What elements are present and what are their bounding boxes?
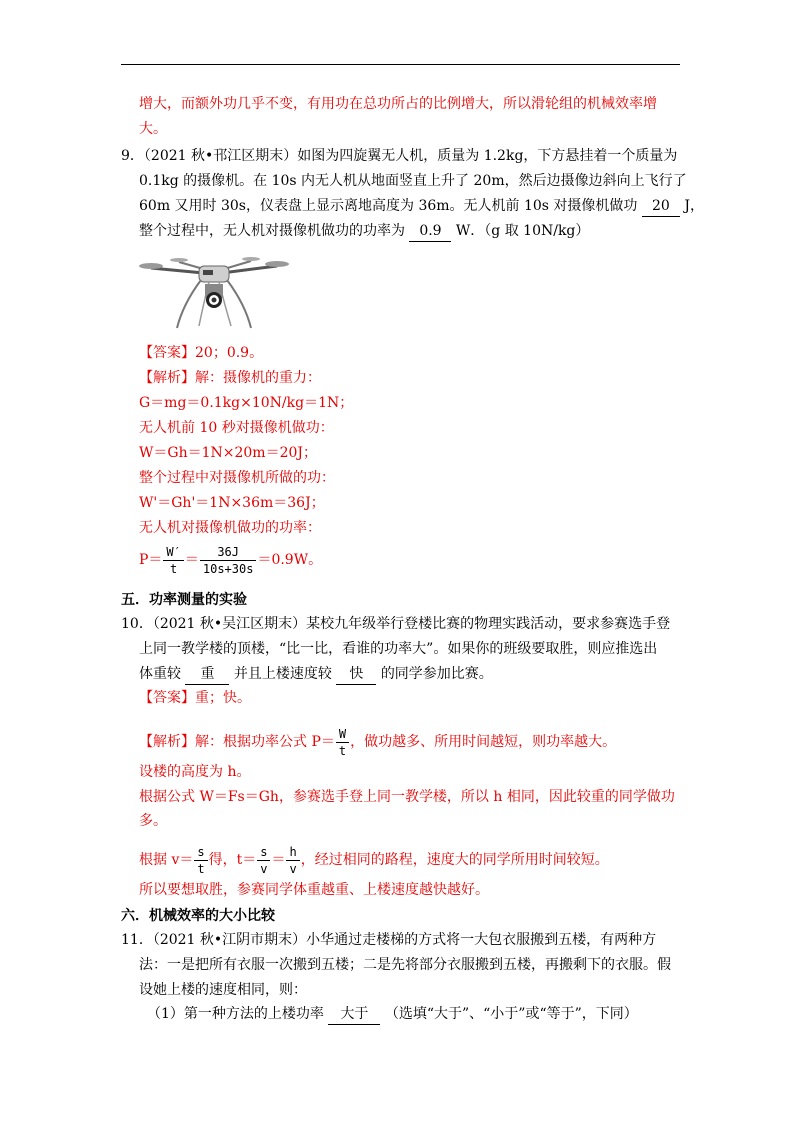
q10-analysis-1-text: 【解析】解：根据功率公式 P＝ <box>139 734 335 750</box>
q9-line-1: 9．（2021 秋•邗江区期末）如图为四旋翼无人机，质量为 1.2kg，下方悬挂着一个质量为 <box>121 148 678 164</box>
header-rule <box>121 64 680 65</box>
q9-analysis-4: W＝Gh＝1N×20m＝20J； <box>139 445 317 461</box>
section-6-title: 六．机械效率的大小比较 <box>121 908 275 924</box>
q11-line-2: 法：一是把所有衣服一次搬到五楼；二是先将部分衣服搬到五楼，再搬剩下的衣服。假 <box>139 957 671 973</box>
fraction-numerator: W′ <box>163 544 183 561</box>
q9-analysis-7: 无人机对摄像机做功的功率： <box>139 520 321 536</box>
fraction-36j-over-40s <box>200 544 257 577</box>
power-prefix: P＝ <box>139 552 163 568</box>
fraction-s-over-t <box>194 844 207 877</box>
fraction-w-over-t <box>163 544 183 577</box>
fraction-denominator: v <box>289 861 297 876</box>
fraction-numerator: s <box>257 844 270 861</box>
q9-line-4-text: 整个过程中，无人机对摄像机做功的功率为 <box>139 223 405 239</box>
q10-analysis-1-tail: ，做功越多、所用时间越短，则功率越大。 <box>350 734 617 750</box>
fraction-numerator: h <box>286 844 299 861</box>
equals-sign: ＝ <box>184 552 199 568</box>
q11-line-4-tail: （选填“大于”、“小于”或“等于”，下同） <box>384 1006 638 1022</box>
q10-line-3-mid: 并且上楼速度较 <box>233 666 332 682</box>
q9-line-4 <box>139 221 589 242</box>
q10-analysis-5 <box>139 840 609 880</box>
q9-analysis-1: 【解析】解：摄像机的重力： <box>139 370 321 386</box>
q11-blank-1: 大于 <box>328 1004 380 1025</box>
q9-line-2: 0.1kg 的摄像机。在 10s 内无人机从地面竖直上升了 20m，然后边摄像边斜向上飞行了 <box>139 173 687 189</box>
q9-power-formula <box>139 540 322 580</box>
continuation-line-1: 增大，而额外功几乎不变，有用功在总功所占的比例增大，所以滑轮组的机械效率增 <box>139 96 657 112</box>
fraction-denominator: t <box>170 561 178 576</box>
q9-line-3-unit: J， <box>684 198 704 214</box>
q9-line-4-tail: W．（g 取 10N/kg） <box>455 223 590 239</box>
q10-analysis-5-mid: 得，t＝ <box>208 852 257 868</box>
q9-analysis-3: 无人机前 10 秒对摄像机做功： <box>139 420 334 436</box>
section-5-title: 五．功率测量的实验 <box>121 592 247 608</box>
q10-analysis-4: 多。 <box>139 813 167 829</box>
fraction-h-over-v <box>286 844 299 877</box>
q11-line-4-text: （1）第一种方法的上楼功率 <box>147 1006 324 1022</box>
q9-blank-1: 20 <box>642 196 680 217</box>
q9-line-3 <box>139 196 704 217</box>
q9-analysis-6: W'＝Gh'＝1N×36m＝36J； <box>139 495 325 511</box>
q10-line-3-tail: 的同学参加比赛。 <box>380 666 493 682</box>
q10-answer: 【答案】重；快。 <box>139 690 251 706</box>
q10-blank-2: 快 <box>336 664 376 685</box>
fraction-denominator: v <box>260 861 268 876</box>
equals-sign: ＝ <box>271 852 286 868</box>
continuation-line-2: 大。 <box>139 121 167 137</box>
fraction-denominator: t <box>338 743 347 758</box>
fraction-numerator: W <box>336 726 349 743</box>
q9-answer: 【答案】20；0.9。 <box>139 345 264 361</box>
q10-line-2: 上同一教学楼的顶楼，“比一比，看谁的功率大”。如果你的班级要取胜，则应推选出 <box>139 641 658 657</box>
q10-blank-1: 重 <box>185 664 229 685</box>
q9-blank-2: 0.9 <box>409 221 451 242</box>
fraction-denominator: t <box>197 861 205 876</box>
q10-analysis-1 <box>139 722 616 762</box>
quadcopter-drone-image <box>139 252 289 334</box>
q11-line-1: 11．（2021 秋•江阴市期末）小华通过走楼梯的方式将一大包衣服搬到五楼，有两种方 <box>121 932 657 948</box>
q10-analysis-2: 设楼的高度为 h。 <box>139 764 251 780</box>
fraction-denominator: 10s+30s <box>202 561 254 576</box>
fraction-numerator: s <box>194 844 207 861</box>
q10-line-3 <box>139 664 493 685</box>
q10-analysis-5-tail: ，经过相同的路程，速度大的同学所用时间较短。 <box>300 852 609 868</box>
q10-analysis-6: 所以要想取胜，参赛同学体重越重、上楼速度越快越好。 <box>139 882 489 898</box>
q11-line-3: 设她上楼的速度相同，则： <box>139 982 307 998</box>
q11-line-4 <box>147 1004 638 1025</box>
fraction-s-over-v <box>257 844 270 877</box>
q10-analysis-3: 根据公式 W＝Fs＝Gh，参赛选手登上同一教学楼，所以 h 相同，因此较重的同学做功 <box>139 789 675 805</box>
fraction-numerator: 36J <box>200 544 257 561</box>
q10-analysis-5-text: 根据 v＝ <box>139 852 194 868</box>
q9-line-3-text: 60m 又用时 30s，仪表盘上显示离地高度为 36m。无人机前 10s 对摄像机做功 <box>139 198 638 214</box>
q9-analysis-2: G＝mg＝0.1kg×10N/kg＝1N； <box>139 395 354 411</box>
q10-line-1: 10．（2021 秋•吴江区期末）某校九年级举行登楼比赛的物理实践活动，要求参赛选手登 <box>121 616 671 632</box>
fraction-w-over-t <box>336 726 349 759</box>
q9-analysis-5: 整个过程中对摄像机所做的功： <box>139 470 335 486</box>
q10-line-3-text: 体重较 <box>139 666 181 682</box>
power-result: ＝0.9W。 <box>257 552 323 568</box>
